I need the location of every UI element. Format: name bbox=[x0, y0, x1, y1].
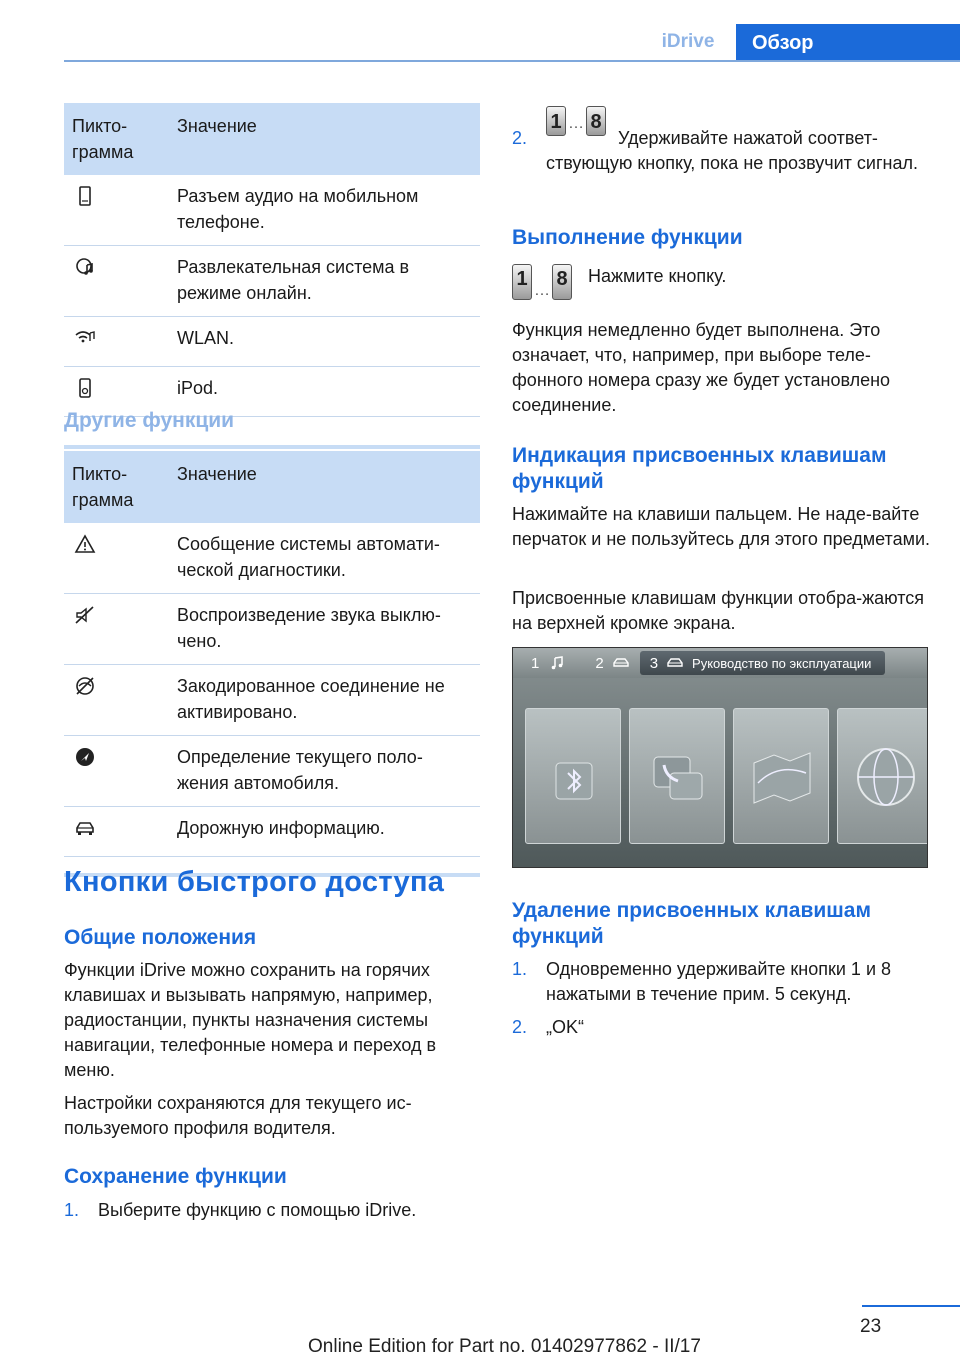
car-icon bbox=[666, 655, 684, 671]
table-row bbox=[64, 523, 480, 594]
tile-internet bbox=[837, 708, 928, 844]
section-title-other-functions: Другие функции bbox=[64, 409, 235, 432]
header-tab: Обзор bbox=[736, 24, 960, 62]
table-cell: Воспроизведение звука выклю-чено. bbox=[177, 605, 441, 651]
save-step-2 bbox=[512, 111, 930, 176]
press-button-text: Нажмите кнопку. bbox=[588, 266, 727, 286]
hotkey-1-icon: 1 bbox=[546, 106, 566, 136]
table-header bbox=[64, 451, 480, 523]
section-title-general: Общие положения bbox=[64, 926, 257, 949]
ellipsis: … bbox=[534, 282, 550, 299]
warning-triangle-icon bbox=[74, 533, 96, 555]
main-title: Кнопки быстрого доступа bbox=[64, 866, 445, 898]
tile-navigation bbox=[733, 708, 829, 844]
table-cell: Определение текущего поло-жения автомобиля. bbox=[177, 747, 423, 793]
section-title-save: Сохранение функции bbox=[64, 1165, 287, 1188]
table-row bbox=[64, 736, 480, 807]
table-cell: WLAN. bbox=[177, 328, 235, 348]
tile-phone bbox=[629, 708, 725, 844]
step-text: Удерживайте нажатой соответ-ствующую кнопку, пока не прозвучит сигнал. bbox=[546, 128, 919, 173]
hotkey-bar bbox=[513, 648, 928, 678]
sound-off-icon bbox=[74, 604, 96, 626]
col-pictogram: Пикто- грамма bbox=[72, 116, 134, 162]
pictogram-table-2 bbox=[64, 451, 480, 877]
step-number: 2. bbox=[512, 1017, 528, 1037]
col-meaning: Значение bbox=[177, 464, 257, 484]
hotkey-8-icon: 8 bbox=[586, 106, 606, 136]
save-step-1 bbox=[64, 1198, 474, 1223]
delete-step-1 bbox=[512, 957, 930, 1007]
step-number: 2. bbox=[512, 128, 528, 148]
ellipsis: … bbox=[568, 115, 584, 132]
traffic-car-icon bbox=[74, 817, 96, 839]
page-number: 23 bbox=[860, 1316, 882, 1337]
header-divider bbox=[64, 60, 960, 62]
table-header bbox=[64, 103, 480, 175]
hotkey-range bbox=[512, 264, 572, 300]
idrive-screen-image bbox=[512, 647, 928, 868]
step-number: 1. bbox=[512, 959, 528, 979]
ipod-icon bbox=[74, 377, 96, 399]
car-icon bbox=[612, 655, 630, 671]
footer-divider bbox=[862, 1305, 960, 1307]
table-row bbox=[64, 665, 480, 736]
table-row bbox=[64, 807, 480, 857]
step-number: 1. bbox=[64, 1200, 80, 1220]
table-end-bar bbox=[64, 445, 480, 449]
hotkey-slot-number: 3 bbox=[649, 654, 659, 672]
hotkey-1-icon: 1 bbox=[512, 264, 532, 300]
paragraph-indication-2: Присвоенные клавишам функции отобра-жаются на верхней кромке экрана. bbox=[512, 588, 925, 633]
mobile-phone-icon bbox=[74, 185, 96, 207]
map-icon bbox=[748, 743, 816, 811]
globe-icon bbox=[852, 743, 920, 811]
step-text: Выберите функцию с помощью iDrive. bbox=[98, 1200, 417, 1220]
location-icon bbox=[74, 746, 96, 768]
section-title-indication: Индикация присвоенных клавишам функций bbox=[512, 444, 887, 493]
tile-bluetooth bbox=[525, 708, 621, 844]
paragraph-general-2: Настройки сохраняются для текущего ис-пользуемого профиля водителя. bbox=[64, 1093, 412, 1138]
footer-edition-text: Online Edition for Part no. 01402977862 - II/17 bbox=[308, 1336, 701, 1357]
paragraph-indication-1: Нажимайте на клавиши пальцем. Не наде-вайте перчаток и не пользуйтесь для этого предметами. bbox=[512, 504, 931, 549]
step-text: Одновременно удерживайте кнопки 1 и 8 нажатыми в течение прим. 5 секунд. bbox=[546, 959, 892, 1004]
hotkey-slot-number: 2 bbox=[595, 654, 604, 672]
wlan-icon bbox=[74, 327, 96, 349]
table-cell: Разъем аудио на мобильном телефоне. bbox=[177, 186, 419, 232]
step-text: „OK“ bbox=[546, 1017, 584, 1037]
hotkey-range bbox=[546, 106, 606, 136]
bluetooth-icon bbox=[552, 759, 596, 803]
table-cell: iPod. bbox=[177, 378, 219, 398]
header-section: iDrive bbox=[661, 31, 715, 52]
music-note-icon bbox=[549, 655, 565, 671]
table-cell: Развлекательная система в режиме онлайн. bbox=[177, 257, 410, 303]
encryption-off-icon bbox=[74, 675, 96, 697]
table-row bbox=[64, 175, 480, 246]
delete-step-2 bbox=[512, 1015, 930, 1040]
pictogram-table-1 bbox=[64, 103, 480, 449]
col-meaning: Значение bbox=[177, 116, 257, 136]
online-entertainment-icon bbox=[74, 256, 96, 278]
hotkey-slot-number: 1 bbox=[531, 654, 540, 672]
table-cell: Закодированное соединение не активировано. bbox=[177, 676, 445, 722]
table-row bbox=[64, 317, 480, 367]
table-row bbox=[64, 246, 480, 317]
table-row bbox=[64, 594, 480, 665]
table-cell: Сообщение системы автомати-ческой диагностики. bbox=[177, 534, 440, 580]
section-title-execute: Выполнение функции bbox=[512, 226, 743, 249]
paragraph-general-1: Функции iDrive можно сохранить на горячих клавишах и вызывать напрямую, например, радиостанции, пункты назначения системы навигации, телефонные номера и переход в меню. bbox=[64, 960, 437, 1080]
hotkey-8-icon: 8 bbox=[552, 264, 572, 300]
col-pictogram: Пикто- грамма bbox=[72, 464, 134, 510]
hotkey-slot-label: Руководство по эксплуатации bbox=[692, 655, 872, 671]
section-title-delete: Удаление присвоенных клавишам функций bbox=[512, 899, 871, 948]
paragraph-execute: Функция немедленно будет выполнена. Это означает, что, например, при выборе теле-фонного номера сразу же будет установлено соединение. bbox=[512, 320, 891, 415]
table-cell: Дорожную информацию. bbox=[177, 818, 385, 838]
phone-icon bbox=[648, 749, 708, 809]
